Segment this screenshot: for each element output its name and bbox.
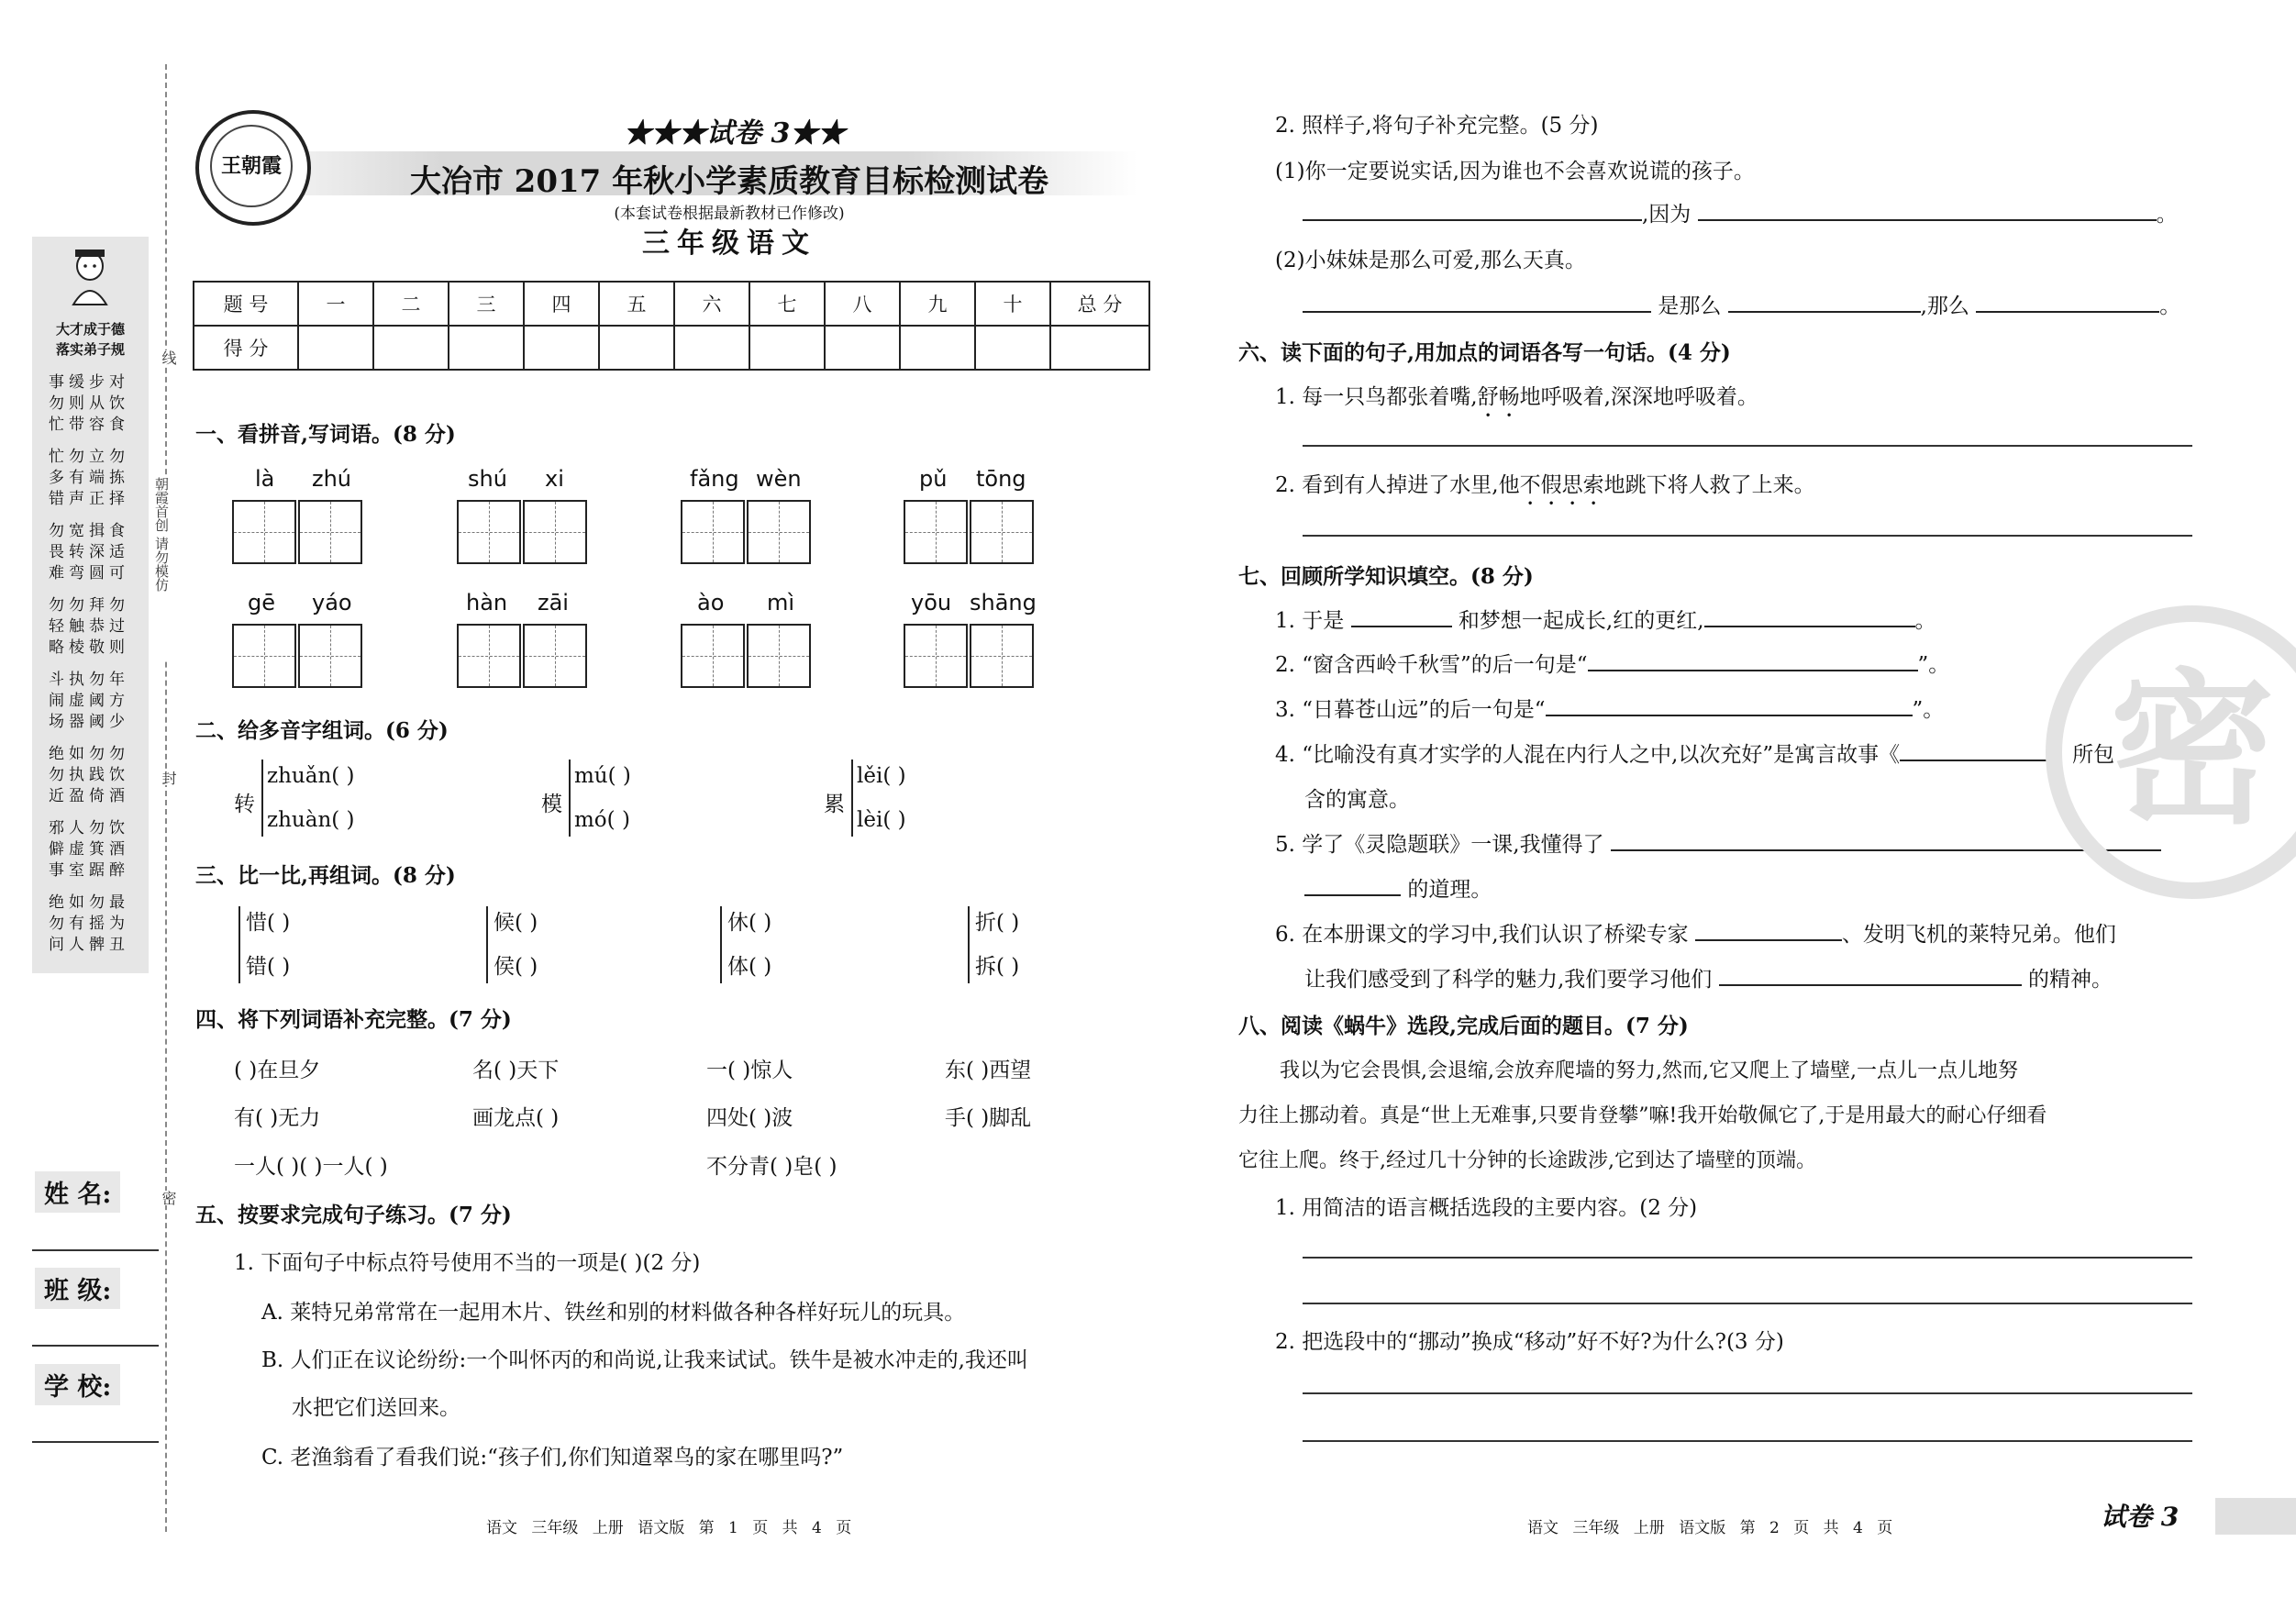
- answer-line[interactable]: [1303, 535, 2192, 537]
- rule-line: 轻触恭过: [49, 617, 129, 636]
- pinyin: ào: [697, 590, 725, 616]
- score-input-cell[interactable]: [900, 326, 975, 370]
- score-input-cell[interactable]: [524, 326, 599, 370]
- question-text-part: 和梦想一起成长,红的更红,: [1458, 609, 1704, 633]
- writing-grid-box[interactable]: [457, 500, 521, 564]
- question-text-part: 1. 每一只鸟都张着嘴,: [1275, 385, 1478, 409]
- compare-pair: [486, 901, 538, 989]
- answer-blank[interactable]: [1588, 670, 1918, 671]
- answer-blank[interactable]: [1719, 984, 2022, 986]
- choice-b-continued: 水把它们送回来。: [292, 1396, 460, 1420]
- score-header-cell: 六: [674, 282, 749, 326]
- choice-b[interactable]: B. 人们正在议论纷纷:一个叫怀丙的和尚说,让我来试试。铁牛是被水冲走的,我还叫: [261, 1348, 1028, 1372]
- polyphone-reading: lèi( ): [857, 808, 906, 832]
- question-text-part: 的精神。: [2027, 968, 2113, 992]
- pinyin: gē: [248, 590, 275, 616]
- answer-blank[interactable]: [1704, 626, 1915, 627]
- rule-line: 畏转深适: [49, 543, 129, 561]
- writing-grid-box[interactable]: [298, 624, 362, 688]
- question-text-part: 4. “比喻没有真才实学的人混在内行人之中,以次充好”是寓言故事《: [1275, 743, 1901, 767]
- score-input-cell[interactable]: [674, 326, 749, 370]
- writing-grid-box[interactable]: [232, 500, 296, 564]
- score-header-cell: 七: [749, 282, 825, 326]
- motto-sidebar: [32, 237, 149, 973]
- answer-blank[interactable]: [1976, 311, 2159, 313]
- rule-line: 勿勿拜勿: [49, 596, 129, 615]
- idiom-blank[interactable]: 有( )无力: [234, 1106, 321, 1130]
- section-1-title: 一、看拼音,写词语。(8 分): [195, 422, 456, 447]
- question-text-part: 地呼吸着,深深地呼吸着。: [1519, 385, 1758, 409]
- polyphone-reading: zhuàn( ): [267, 808, 355, 832]
- compare-word: 拆( ): [975, 955, 1020, 979]
- fill-question-continued: [1304, 962, 2113, 993]
- exam-title: 大冶市 2017 年秋小学素质教育目标检测试卷: [409, 163, 1049, 200]
- writing-grid-box[interactable]: [747, 500, 811, 564]
- example-sentence: (2)小妹妹是那么可爱,那么天真。: [1275, 249, 1586, 272]
- choice-c[interactable]: C. 老渔翁看了看我们说:“孩子们,你们知道翠鸟的家在哪里吗?”: [261, 1446, 844, 1469]
- compare-word: 候( ): [494, 911, 538, 935]
- compare-word: 侯( ): [494, 955, 538, 979]
- rule-line: 勿宽揖食: [49, 522, 129, 540]
- school-field[interactable]: [32, 1441, 159, 1443]
- score-input-cell[interactable]: [449, 326, 524, 370]
- score-header-cell: 三: [449, 282, 524, 326]
- compare-word: 休( ): [727, 911, 772, 935]
- compare-pair: [720, 901, 771, 989]
- question-text-part: 让我们感受到了科学的魅力,我们要学习他们: [1304, 968, 1713, 992]
- idiom-blank[interactable]: 名( )天下: [472, 1059, 560, 1082]
- polyphone-group: [851, 754, 906, 842]
- rule-line: 绝如勿勿: [49, 745, 129, 763]
- section-4-title: 四、将下列词语补充完整。(7 分): [195, 1007, 512, 1032]
- score-header-cell: 五: [599, 282, 674, 326]
- score-header-cell: 八: [825, 282, 900, 326]
- fill-question-continued: [1304, 872, 1492, 903]
- rule-line: 勿有摇为: [49, 915, 129, 933]
- name-label: 姓 名:: [35, 1171, 120, 1213]
- polyphone-char: 转: [234, 793, 255, 816]
- polyphone-group: [261, 754, 355, 842]
- score-input-cell[interactable]: [599, 326, 674, 370]
- section-8-title: 八、阅读《蜗牛》选段,完成后面的题目。(7 分): [1238, 1014, 1689, 1038]
- question-text-part: 》所包: [2051, 743, 2115, 767]
- writing-grid-box[interactable]: [970, 624, 1034, 688]
- question-text: 2. 把选段中的“挪动”换成“移动”好不好?为什么?(3 分): [1275, 1330, 1784, 1354]
- score-input-cell[interactable]: [298, 326, 373, 370]
- rule-line: 多有端拣: [49, 469, 129, 487]
- rule-line: 斗执勿年: [49, 671, 129, 689]
- pinyin: yáo: [312, 590, 352, 616]
- binding-line: [165, 64, 167, 1532]
- fill-question: [1275, 827, 2161, 858]
- pinyin: shú: [468, 466, 507, 492]
- score-input-cell[interactable]: [975, 326, 1050, 370]
- reading-paragraph-line: 我以为它会畏惧,会退缩,会放弃爬墙的努力,然而,它又爬上了墙壁,一点儿一点儿地努: [1280, 1059, 2018, 1082]
- answer-blank[interactable]: [1303, 219, 1642, 221]
- score-header-cell: 一: [298, 282, 373, 326]
- answer-blank[interactable]: [1728, 311, 1921, 313]
- question-text-part: ”。: [1917, 653, 1950, 677]
- compare-pair: [968, 901, 1019, 989]
- polyphone-reading: mó( ): [574, 808, 630, 832]
- binding-mark-seal: 封: [160, 771, 177, 785]
- pinyin: tōng: [976, 466, 1026, 492]
- binding-mark-secret: 密: [160, 1191, 177, 1205]
- pinyin: pǔ: [919, 466, 948, 492]
- scholar-illustration: [62, 246, 117, 310]
- rule-line: 近盈倚酒: [49, 787, 129, 805]
- answer-line[interactable]: [1303, 1303, 2192, 1304]
- school-label: 学 校:: [35, 1364, 120, 1405]
- binding-mark-line: 线: [160, 350, 177, 365]
- question-text-part: 的道理。: [1407, 878, 1492, 902]
- score-table-row: [194, 282, 1149, 326]
- pinyin: zhú: [312, 466, 352, 492]
- writing-grid-box[interactable]: [747, 624, 811, 688]
- example-sentence: (1)你一定要说实话,因为谁也不会喜欢说谎的孩子。: [1275, 160, 1755, 183]
- writing-grid-box[interactable]: [523, 624, 587, 688]
- answer-line[interactable]: [1303, 1257, 2192, 1259]
- polyphone-reading: lěi( ): [857, 764, 906, 788]
- corner-paper-tag: 试卷 3: [2101, 1502, 2180, 1532]
- writing-grid-box[interactable]: [970, 500, 1034, 564]
- fill-question: [1275, 648, 1949, 678]
- section-6-title: 六、读下面的句子,用加点的词语各写一句话。(4 分): [1238, 340, 1731, 365]
- writing-grid-box[interactable]: [681, 500, 745, 564]
- polyphone-reading: mú( ): [574, 764, 631, 788]
- exam-grade: 三年级语文: [642, 227, 816, 260]
- exam-note: (本套试卷根据最新教材已作修改): [614, 205, 845, 223]
- connector-text: 是那么: [1658, 294, 1722, 318]
- section-2-title: 二、给多音字组词。(6 分): [195, 718, 449, 743]
- question-text: 1. 下面句子中标点符号使用不当的一项是( )(2 分): [234, 1251, 701, 1275]
- score-header-cell: 二: [373, 282, 449, 326]
- question-text-part: 地跳下将人救了上来。: [1603, 473, 1815, 497]
- sentence-end: 。: [2156, 203, 2178, 227]
- question-text: 2. 照样子,将句子补充完整。(5 分): [1275, 114, 1599, 138]
- question-text-part: 1. 于是: [1275, 609, 1345, 633]
- dotted-word: 舒畅: [1477, 385, 1520, 409]
- fill-sentence: [1303, 289, 2180, 319]
- question-text-part: 2. “窗含西岭千秋雪”的后一句是“: [1275, 653, 1588, 677]
- question-text-continued: 含的寓意。: [1304, 788, 1410, 812]
- pinyin: yōu: [911, 590, 952, 616]
- question-text: [1275, 468, 1815, 510]
- rule-line: 忙带容食: [49, 416, 129, 434]
- fill-question: [1275, 604, 1936, 634]
- writing-grid-box[interactable]: [232, 624, 296, 688]
- page-footer-right: 语文 三年级 上册 语文版 第 2 页 共 4 页: [1527, 1519, 1893, 1537]
- question-text-part: 6. 在本册课文的学习中,我们认识了桥梁专家: [1275, 923, 1689, 947]
- fill-question: [1275, 693, 1944, 723]
- rule-line: 绝如勿最: [49, 893, 129, 912]
- sentence-end: 。: [1914, 609, 1936, 633]
- answer-blank[interactable]: [1304, 894, 1401, 896]
- answer-line[interactable]: [1303, 1392, 2192, 1394]
- page-footer-left: 语文 三年级 上册 语文版 第 1 页 共 4 页: [486, 1519, 852, 1537]
- question-text-part: 、发明飞机的莱特兄弟。他们: [1841, 923, 2116, 947]
- question-text-part: 3. “日暮苍山远”的后一句是“: [1275, 698, 1546, 722]
- pinyin: hàn: [466, 590, 508, 616]
- writing-grid-box[interactable]: [681, 624, 745, 688]
- question-text-part: 5. 学了《灵隐题联》一课,我懂得了: [1275, 833, 1604, 857]
- idiom-blank[interactable]: 手( )脚乱: [945, 1106, 1032, 1130]
- writing-grid-box[interactable]: [523, 500, 587, 564]
- brand-logo: [195, 110, 311, 226]
- rule-line: 僻虚箕酒: [49, 840, 129, 859]
- motto-line-1: 大才成于德: [55, 321, 125, 338]
- section-7-title: 七、回顾所学知识填空。(8 分): [1238, 564, 1534, 589]
- section-3-title: 三、比一比,再组词。(8 分): [195, 863, 456, 888]
- writing-grid-box[interactable]: [457, 624, 521, 688]
- class-label: 班 级:: [35, 1268, 120, 1309]
- idiom-blank[interactable]: 四处( )波: [706, 1106, 793, 1130]
- writing-grid-box[interactable]: [298, 500, 362, 564]
- idiom-blank[interactable]: 不分青( )皂( ): [706, 1155, 837, 1179]
- rule-line: 略棱敬则: [49, 638, 129, 657]
- writing-grid-box[interactable]: [904, 500, 968, 564]
- rule-line: 闹虚阈方: [49, 692, 129, 710]
- paper-tag: ★★★试卷 3★★: [624, 117, 846, 150]
- fill-sentence: [1303, 197, 2178, 227]
- rule-line: 事缓步对: [49, 373, 129, 392]
- rule-line: 错声正择: [49, 490, 129, 508]
- compare-word: 体( ): [727, 955, 772, 979]
- section-5-title: 五、按要求完成句子练习。(7 分): [195, 1203, 512, 1227]
- score-header-cell: 四: [524, 282, 599, 326]
- score-table: [193, 281, 1150, 371]
- compare-word: 错( ): [246, 955, 291, 979]
- question-text-part: ”。: [1912, 698, 1945, 722]
- dotted-word: 不假思索: [1519, 473, 1604, 497]
- polyphone-group: [569, 754, 631, 842]
- rule-line: 难弯圆可: [49, 564, 129, 582]
- fill-question: [1275, 738, 2114, 768]
- choice-a[interactable]: A. 莱特兄弟常常在一起用木片、铁丝和别的材料做各种各样好玩儿的玩具。: [261, 1301, 966, 1325]
- pinyin: xi: [545, 466, 564, 492]
- corner-decoration: [2215, 1498, 2296, 1535]
- idiom-blank[interactable]: ( )在旦夕: [234, 1059, 321, 1082]
- sentence-end: 。: [2159, 294, 2181, 318]
- score-header-cell: 十: [975, 282, 1050, 326]
- name-field[interactable]: [32, 1249, 159, 1251]
- answer-blank[interactable]: [1303, 311, 1651, 313]
- answer-line[interactable]: [1303, 1440, 2192, 1442]
- idiom-blank[interactable]: 画龙点( ): [472, 1106, 560, 1130]
- pinyin: là: [255, 466, 275, 492]
- pinyin: zāi: [538, 590, 569, 616]
- reading-paragraph-line: 它往上爬。终于,经过几十分钟的长途跋涉,它到达了墙壁的顶端。: [1238, 1149, 1816, 1172]
- answer-blank[interactable]: [1698, 219, 2157, 221]
- compare-word: 惜( ): [246, 911, 291, 935]
- pinyin: mì: [767, 590, 795, 616]
- polyphone-reading: zhuǎn( ): [267, 764, 355, 788]
- compare-word: 折( ): [975, 911, 1020, 935]
- rule-line: 忙勿立勿: [49, 448, 129, 466]
- score-header-cell: 总 分: [1050, 282, 1149, 326]
- idiom-blank[interactable]: 一人( )( )一人( ): [234, 1155, 388, 1179]
- question-text: [1275, 380, 1758, 422]
- rule-line: 勿则从饮: [49, 394, 129, 413]
- rule-line: 勿执践饮: [49, 766, 129, 784]
- fill-question: [1275, 917, 2116, 948]
- rule-line: 事室踞醉: [49, 861, 129, 880]
- secret-watermark: 密: [2046, 605, 2296, 899]
- score-input-cell[interactable]: [1050, 326, 1149, 370]
- score-header-cell: 题 号: [194, 282, 298, 326]
- idiom-blank[interactable]: 东( )西望: [945, 1059, 1032, 1082]
- pinyin: wèn: [756, 466, 802, 492]
- vertical-copyright-note: 朝霞首创 请勿模仿: [152, 477, 172, 660]
- writing-grid-box[interactable]: [904, 624, 968, 688]
- question-text: 1. 用简洁的语言概括选段的主要内容。(2 分): [1275, 1196, 1698, 1220]
- rules-text: [49, 372, 140, 956]
- score-header-cell: 九: [900, 282, 975, 326]
- class-field[interactable]: [32, 1345, 159, 1347]
- connector-text: ,因为: [1642, 203, 1691, 227]
- answer-blank[interactable]: [1351, 626, 1452, 627]
- score-input-cell[interactable]: [825, 326, 900, 370]
- score-table-row: [194, 326, 1149, 370]
- reading-paragraph-line: 力往上挪动着。真是“世上无难事,只要肯登攀”嘛!我开始敬佩它了,于是用最大的耐心仔细看: [1238, 1104, 2047, 1127]
- score-input-cell[interactable]: [373, 326, 449, 370]
- motto-line-2: 落实弟子规: [55, 341, 125, 358]
- score-input-cell[interactable]: [749, 326, 825, 370]
- question-text-part: 2. 看到有人掉进了水里,他: [1275, 473, 1520, 497]
- answer-blank[interactable]: [1611, 849, 2161, 851]
- compare-pair: [238, 901, 290, 989]
- answer-blank[interactable]: [1900, 760, 2051, 761]
- pinyin: shāng: [970, 590, 1037, 616]
- connector-text: ,那么: [1920, 294, 1969, 318]
- answer-blank[interactable]: [1546, 715, 1913, 716]
- polyphone-char: 累: [824, 793, 845, 816]
- pinyin: fǎng: [690, 466, 739, 492]
- answer-blank[interactable]: [1695, 939, 1842, 941]
- score-label-cell: 得 分: [194, 326, 298, 370]
- polyphone-char: 模: [541, 793, 562, 816]
- logo-text: 王朝霞: [210, 125, 293, 207]
- rule-line: 问人髀丑: [49, 936, 129, 954]
- idiom-blank[interactable]: 一( )惊人: [706, 1059, 793, 1082]
- rule-line: 邪人勿饮: [49, 819, 129, 837]
- answer-line[interactable]: [1303, 445, 2192, 447]
- rule-line: 场器阈少: [49, 713, 129, 731]
